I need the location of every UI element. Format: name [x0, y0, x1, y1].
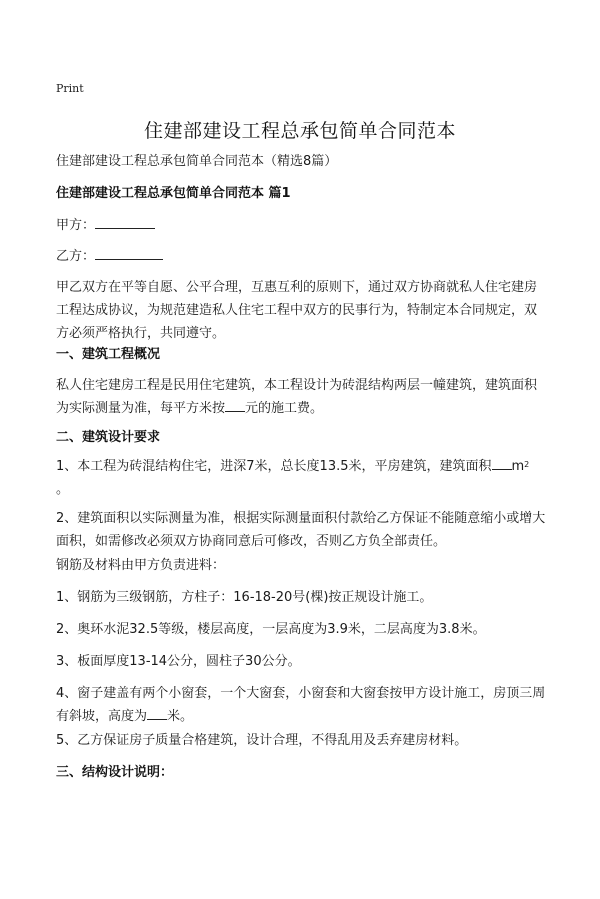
party-b-blank	[95, 245, 163, 260]
price-blank	[225, 397, 245, 412]
print-label: Print	[56, 82, 84, 95]
material-4-text-b: 米。	[167, 709, 194, 724]
area-unit-superscript: 2	[524, 460, 530, 469]
party-a-label: 甲方：	[56, 218, 96, 233]
material-item-2: 2、奥环水泥32.5等级，楼层高度，一层高度为3.9米，二层高度为3.8米。	[56, 622, 486, 637]
party-b-label: 乙方：	[56, 249, 96, 264]
material-4-text-a: 4、窗子建盖有两个小窗套，一个大窗套，小窗套和大窗套按甲方设计施工，房顶三周有斜坡，高度为	[56, 686, 546, 724]
material-item-5: 5、乙方保证房子质量合格建筑，设计合理，不得乱用及丢弃建房材料。	[56, 733, 468, 748]
area-blank	[492, 455, 512, 470]
material-item-3: 3、板面厚度13-14公分，圆柱子30公分。	[56, 654, 301, 669]
requirement-1-end: 。	[56, 482, 70, 497]
document-title: 住建部建设工程总承包简单合同范本	[143, 120, 456, 142]
intro-paragraph: 甲乙双方在平等自愿、公平合理，互惠互利的原则下，通过双方协商就私人住宅建房工程达成协议，为规范建造私人住宅工程中双方的民事行为，特制定本合同规定，双方必须严格执行，共同遵守。	[56, 280, 538, 341]
document-subtitle: 住建部建设工程总承包简单合同范本（精选8篇）	[56, 154, 338, 169]
area-unit: m	[511, 459, 525, 474]
material-item-1: 1、钢筋为三级钢筋，方柱子：16-18-20号(棵)按正规设计施工。	[56, 590, 433, 605]
section-title: 住建部建设工程总承包简单合同范本 篇1	[56, 186, 291, 201]
party-a-blank	[95, 214, 155, 229]
heading-design-requirements: 二、建筑设计要求	[56, 430, 161, 445]
requirement-item-2: 2、建筑面积以实际测量为准，根据实际测量面积付款给乙方保证不能随意缩小或增大面积，如需修改必须双方协商同意后可修改，否则乙方负全部责任。	[56, 511, 546, 549]
materials-intro: 钢筋及材料由甲方负责进料：	[56, 558, 226, 573]
overview-text-a: 私人住宅建房工程是民用住宅建筑，本工程设计为砖混结构两层一幢建筑，建筑面积为实际测量为准，每平方米按	[56, 378, 538, 416]
party-a-line	[56, 214, 546, 237]
requirement-item-1	[56, 455, 546, 501]
heading-building-overview: 一、建筑工程概况	[56, 347, 161, 362]
requirement-1-text: 1、本工程为砖混结构住宅，进深7米，总长度13.5米，平房建筑，建筑面积	[56, 459, 492, 474]
overview-text-b: 元的施工费。	[245, 401, 324, 416]
heading-structural-design: 三、结构设计说明：	[56, 765, 174, 780]
slope-height-blank	[147, 705, 167, 720]
party-b-line	[56, 245, 546, 268]
material-item-4	[56, 682, 546, 728]
overview-paragraph	[56, 374, 546, 420]
